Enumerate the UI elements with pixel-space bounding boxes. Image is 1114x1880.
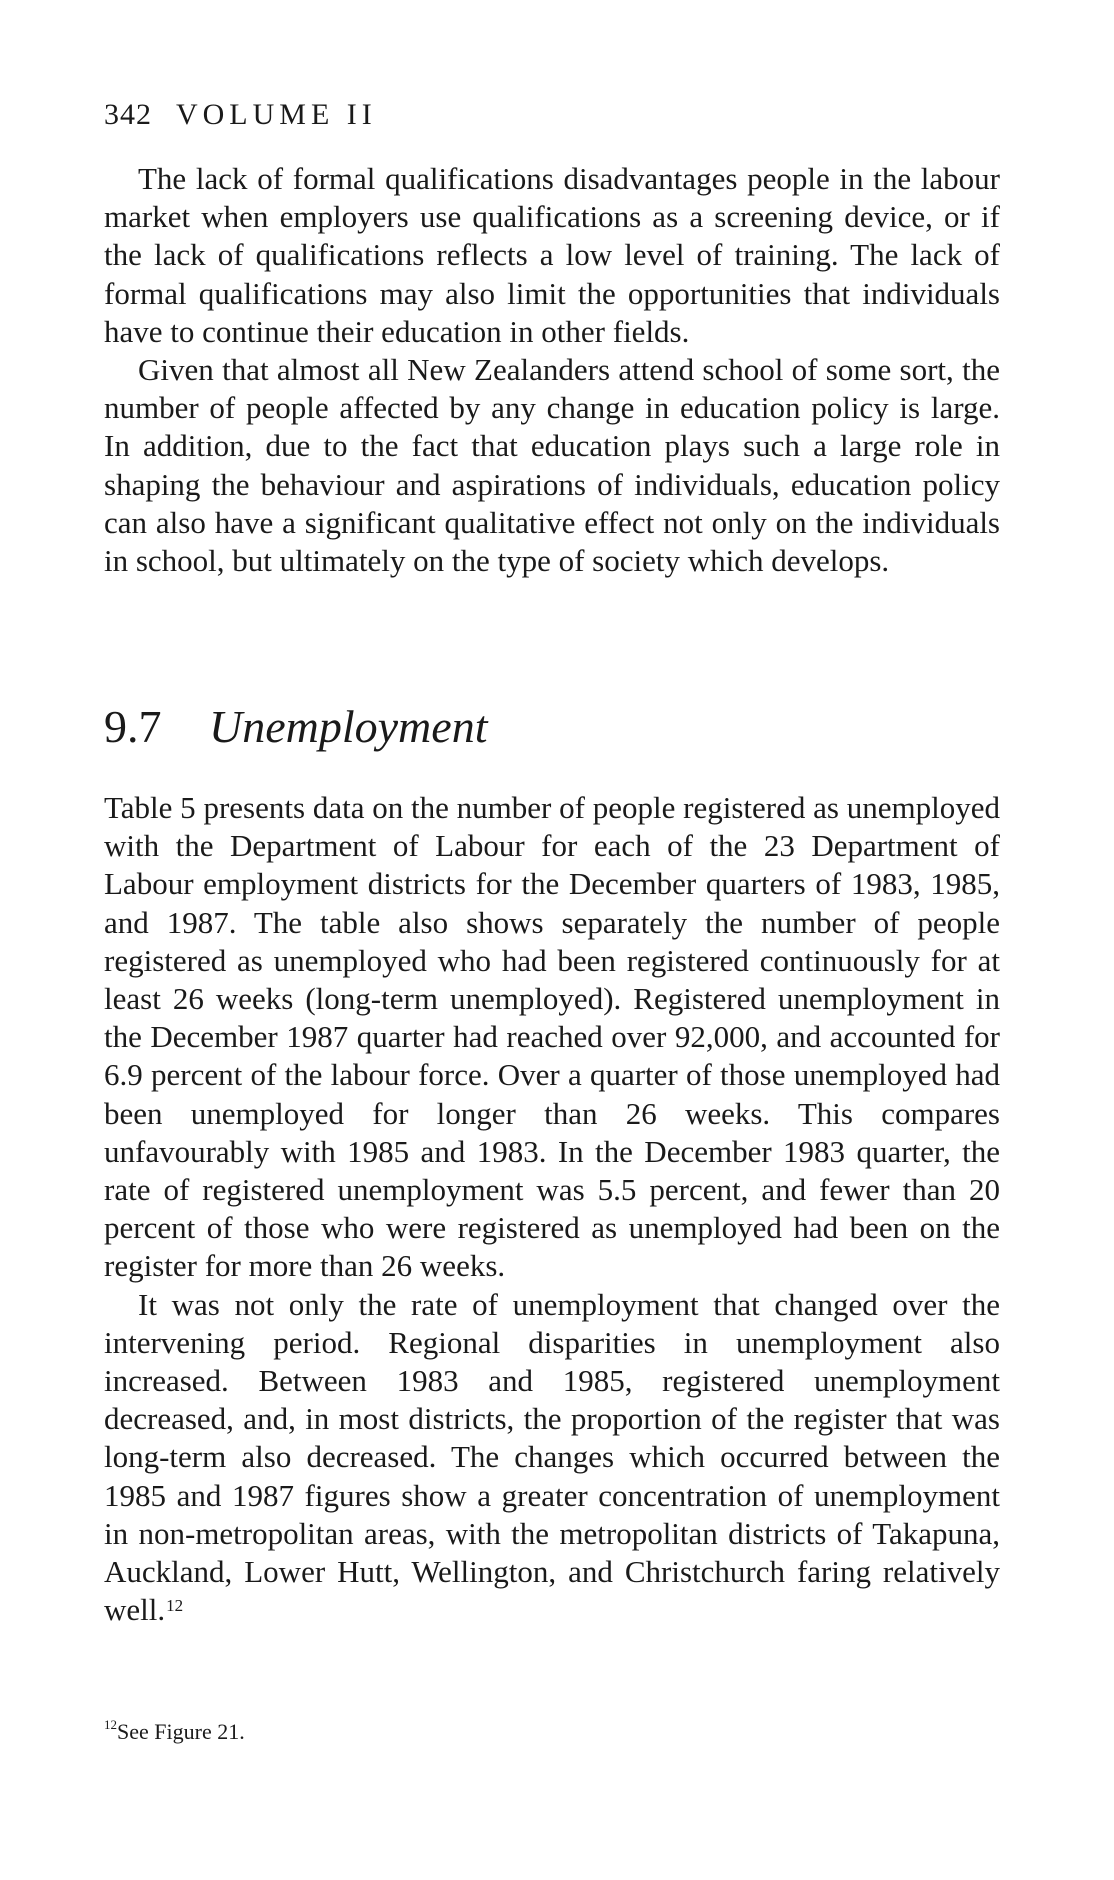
unemployment-text-block bbox=[104, 789, 1000, 1629]
footnote-text: See Figure 21. bbox=[117, 1719, 245, 1744]
section-title: Unemployment bbox=[209, 701, 488, 752]
intro-text-block bbox=[104, 160, 1000, 580]
volume-label: VOLUME II bbox=[175, 98, 377, 131]
footnote-marker: 12 bbox=[104, 1717, 117, 1732]
footnote bbox=[104, 1719, 245, 1745]
paragraph-qualifications: The lack of formal qualifications disadvantages people in the labour market when employers use qualifications as a screening device, or if the lack of qualifications reflects a low level of training. The lack of formal qualifications may also limit the opportunities that individuals have to continue their education in other fields. bbox=[104, 161, 1000, 349]
section-number: 9.7 bbox=[104, 701, 162, 752]
paragraph-table-5: Table 5 presents data on the number of people registered as unemployed with the Department of Labour for each of the 23 Department of Labour employment districts for the December quarters of 1983, 1985, and 1987. The table also shows separately the number of people registered as unemployed who had been registered continuously for at least 26 weeks (long-term unemployed). Registered unemployment in the December 1987 quarter had reached over 92,000, and accounted for 6.9 percent of the labour force. Over a quarter of those unemployed had been unemployed for longer than 26 weeks. This compares unfavourably with 1985 and 1983. In the December 1983 quarter, the rate of registered unemployment was 5.5 percent, and fewer than 20 percent of those who were registered as unemployed had been on the register for more than 26 weeks. bbox=[104, 790, 1000, 1284]
paragraph-regional-disparities-text: It was not only the rate of unemployment that changed over the intervening period. Regional disparities in unemployment also increased. Between 1983 and 1985, registered unemployment decreased, and, in most districts, the proportion of the register that was long-term also decreased. The changes which occurred between the 1985 and 1987 figures show a greater concentration of unemployment in non-metropolitan areas, with the metropolitan districts of Takapuna, Auckland, Lower Hutt, Wellington, and Christchurch faring relatively well. bbox=[104, 1286, 1000, 1628]
section-heading bbox=[104, 700, 487, 753]
paragraph-regional-disparities bbox=[104, 1286, 1000, 1630]
running-head bbox=[104, 98, 377, 132]
page-number: 342 bbox=[104, 98, 152, 131]
footnote-reference[interactable]: 12 bbox=[166, 1596, 184, 1616]
paragraph-education-policy: Given that almost all New Zealanders attend school of some sort, the number of people affected by any change in education policy is large. In addition, due to the fact that education plays such a large role in shaping the behaviour and aspirations of individuals, education policy can also have a significant qualitative effect not only on the individuals in school, but ultimately on the type of society which develops. bbox=[104, 352, 1000, 579]
